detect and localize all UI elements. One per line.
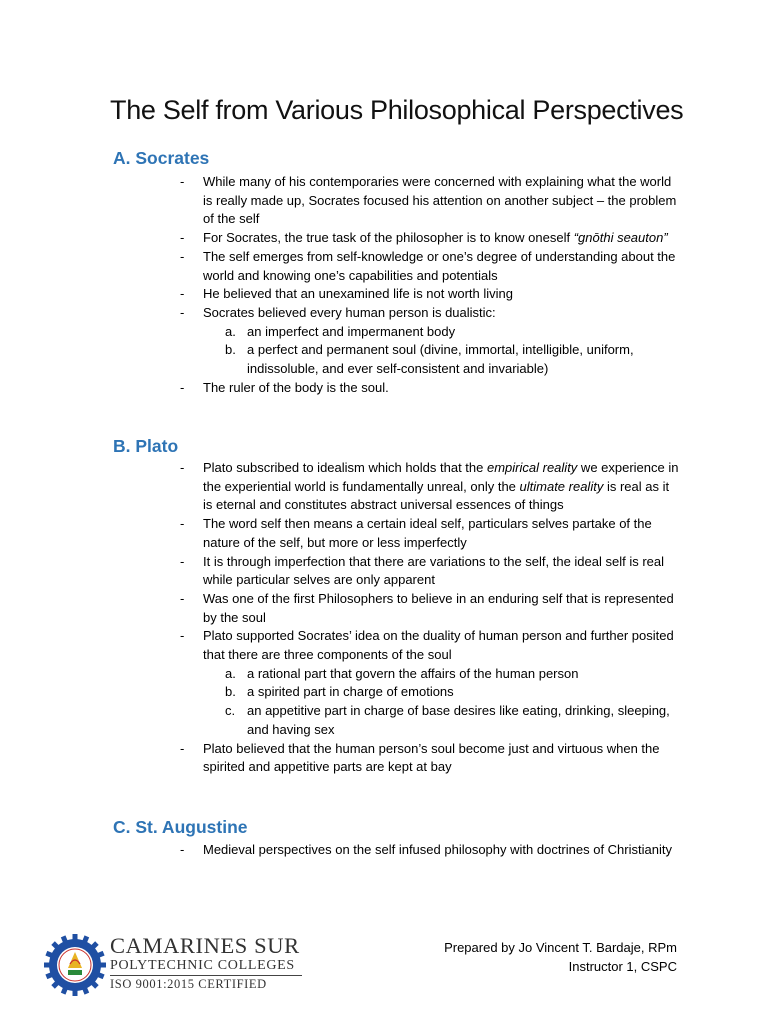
list-item: - Plato believed that the human person’s soul become just and virtuous when the spirited and appetitive parts are kept at bay	[180, 740, 660, 775]
list-item: - Was one of the first Philosophers to believe in an enduring self that is represented by the soul	[180, 590, 674, 625]
list-item: - Medieval perspectives on the self infused philosophy with doctrines of Christianity	[180, 842, 672, 857]
list-item: - Plato supported Socrates’ idea on the duality of human person and further posited that there are three components of the soul a. a rational part that govern the affairs of the human person b. a spirited part in charge of emotions c. an appetitive part in charge of base desires like eating, drinking, sleeping, and having sex	[180, 627, 680, 739]
augustine-list	[180, 841, 680, 860]
socrates-list	[180, 173, 680, 397]
list-item: - The ruler of the body is the soul.	[180, 379, 389, 395]
list-item: - Socrates believed every human person is dualistic: a. an imperfect and impermanent body b. a perfect and permanent soul (divine, immortal, intelligible, uniform, indissoluble, and ever self-consistent and invariable)	[180, 304, 680, 379]
school-subtitle: POLYTECHNIC COLLEGES	[110, 958, 302, 976]
sub-list-item: b. a spirited part in charge of emotions	[225, 684, 454, 700]
sub-list-item: b. a perfect and permanent soul (divine, immortal, intelligible, uniform, indissoluble, and ever self-consistent and invariable)	[225, 342, 634, 377]
list-item: - He believed that an unexamined life is not worth living	[180, 286, 514, 302]
list-item: - For Socrates, the true task of the philosopher is to know oneself “gnōthi seauton”	[180, 230, 668, 246]
list-item: - While many of his contemporaries were concerned with explaining what the world is really made up, Socrates focused his attention on another subject – the problem of the self	[180, 174, 677, 227]
iso-certification: ISO 9001:2015 CERTIFIED	[110, 977, 267, 991]
section-heading-augustine: C. St. Augustine	[113, 817, 248, 837]
list-item: - It is through imperfection that there are variations to the self, the ideal self is real while particular selves are only apparent	[180, 553, 665, 588]
prepared-by-block	[444, 938, 677, 976]
author-position: Instructor 1, CSPC	[568, 959, 677, 974]
plato-list	[180, 459, 680, 777]
document-title: The Self from Various Philosophical Perspectives	[110, 95, 684, 125]
list-item: - Plato subscribed to idealism which holds that the empirical reality we experience in the experiential world is fundamentally unreal, only the ultimate reality is real as it is eternal and constitutes abstract universal essences of things	[180, 460, 679, 513]
school-name-block	[110, 934, 310, 992]
section-heading-socrates: A. Socrates	[113, 148, 210, 168]
sub-list-item: c. an appetitive part in charge of base desires like eating, drinking, sleeping, and having sex	[225, 703, 670, 737]
sub-list	[180, 665, 680, 740]
list-item: - The word self then means a certain ideal self, particulars selves partake of the nature of the self, but more or less imperfectly	[180, 516, 652, 550]
sub-list-item: a. an imperfect and impermanent body	[225, 323, 456, 339]
section-heading-plato: B. Plato	[113, 436, 179, 456]
school-name: CAMARINES SUR	[110, 933, 300, 958]
prepared-by: Prepared by Jo Vincent T. Bardaje, RPm	[444, 940, 677, 955]
list-item: - The self emerges from self-knowledge or one’s degree of understanding about the world and knowing one’s capabilities and potentials	[180, 248, 676, 283]
school-seal-logo	[44, 934, 106, 996]
sub-list	[180, 323, 680, 379]
sub-list-item: a. a rational part that govern the affairs of the human person	[225, 665, 579, 681]
